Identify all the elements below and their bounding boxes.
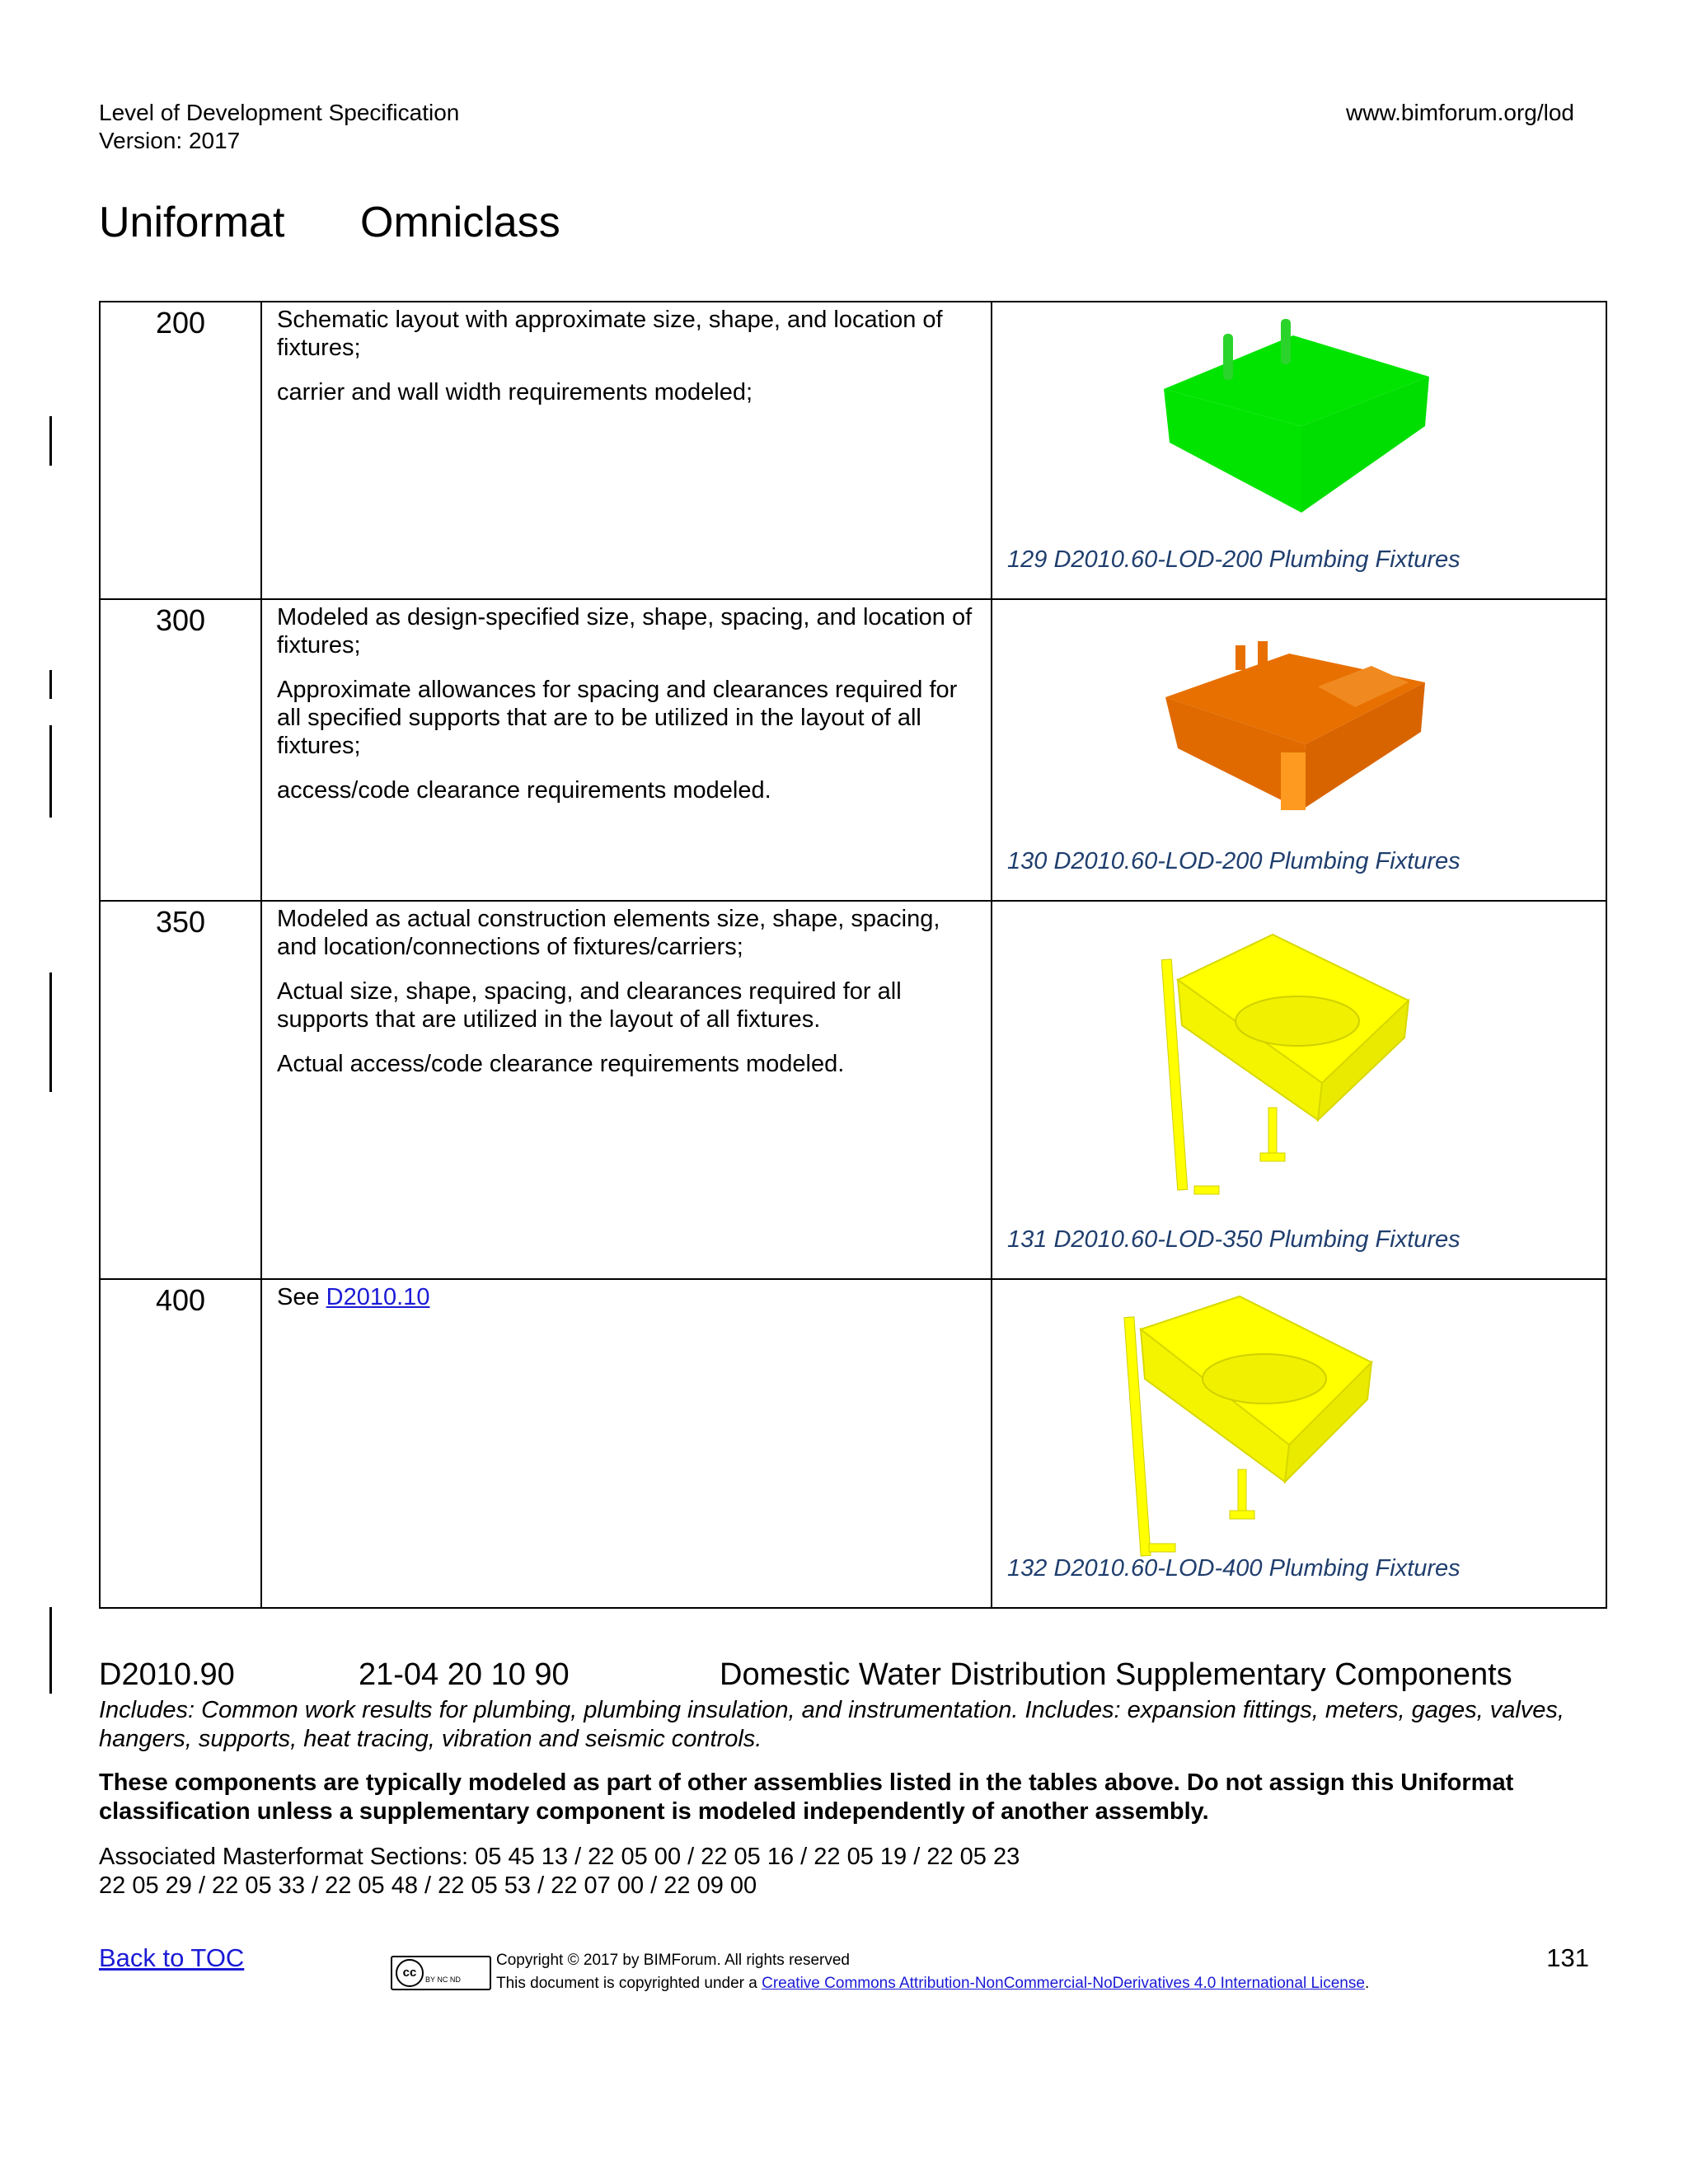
lod-level: 400 (100, 1279, 261, 1608)
lod-level: 300 (100, 599, 261, 901)
license-text: This document is copyrighted under a Creative Commons Attribution-NonCommercial-NoDerivatives 4.0 International License. (496, 1975, 1370, 1992)
section-code: D2010.90 (99, 1657, 235, 1692)
version: Version: 2017 (99, 128, 241, 153)
section-title: Domestic Water Distribution Supplementary Components (720, 1657, 1512, 1692)
change-bar (49, 725, 52, 818)
license-link[interactable]: Creative Commons Attribution-NonCommercial-NoDerivatives 4.0 International License (762, 1975, 1365, 1992)
d2010-10-link[interactable]: D2010.10 (326, 1284, 430, 1310)
section-note: These components are typically modeled as part of other assemblies listed in the tables above. Do not assign this Uniformat classification unless a supplementary component is modeled independently of another assembly. (99, 1769, 1514, 1825)
table-row (100, 901, 1606, 1279)
header-left (99, 99, 459, 155)
description-line: Approximate allowances for spacing and clearances required for all specified supports that are to be utilized in the layout of all fixtures; (277, 677, 958, 759)
description-line: Modeled as actual construction elements size, shape, spacing, and location/connections of fixtures/carriers; (277, 906, 940, 960)
masterformat-line-1: Associated Masterformat Sections: 05 45 13 / 22 05 00 / 22 05 16 / 22 05 19 / 22 05 23 (99, 1844, 1020, 1870)
figure-caption: 130 D2010.60-LOD-200 Plumbing Fixtures (1007, 848, 1461, 874)
back-to-toc-link[interactable]: Back to TOC (99, 1943, 245, 1972)
figure-caption: 132 D2010.60-LOD-400 Plumbing Fixtures (1007, 1555, 1461, 1582)
lod-table (99, 301, 1607, 1609)
page-number: 131 (1546, 1943, 1589, 1972)
description-line: Modeled as design-specified size, shape, spacing, and location of fixtures; (277, 604, 973, 658)
figure-caption: 129 D2010.60-LOD-200 Plumbing Fixtures (1007, 546, 1461, 573)
change-bar (49, 1607, 52, 1694)
change-bar (49, 972, 52, 1092)
table-row (100, 1279, 1606, 1608)
lod-level: 350 (100, 901, 261, 1279)
description-line: Actual access/code clearance requirements modeled. (277, 1051, 845, 1077)
spec-title: Level of Development Specification (99, 100, 460, 125)
uniformat-heading: Uniformat (99, 199, 285, 246)
description-line: access/code clearance requirements modeled. (277, 777, 771, 804)
lod-level: 200 (100, 302, 261, 599)
section-includes: Includes: Common work results for plumbing, plumbing insulation, and instrumentation. Includes: expansion fittings, meters, gages, valves, hangers, supports, heat tracing, vibration and seismic controls. (99, 1697, 1564, 1752)
fixture-model-image (992, 902, 1606, 1280)
description-line: Actual size, shape, spacing, and clearances required for all supports that are utilized in the layout of all fixtures. (277, 978, 902, 1033)
table-row (100, 599, 1606, 901)
header-url: www.bimforum.org/lod (1346, 100, 1574, 125)
copyright-text: Copyright © 2017 by BIMForum. All rights reserved (496, 1952, 851, 1969)
section-omniclass: 21-04 20 10 90 (359, 1657, 570, 1692)
figure-caption: 131 D2010.60-LOD-350 Plumbing Fixtures (1007, 1226, 1461, 1253)
change-bar (49, 670, 52, 699)
description-line: carrier and wall width requirements modeled; (277, 379, 753, 405)
masterformat-line-2: 22 05 29 / 22 05 33 / 22 05 48 / 22 05 53 / 22 07 00 / 22 09 00 (99, 1872, 757, 1899)
see-text: See (277, 1284, 326, 1310)
change-bar (49, 416, 52, 466)
table-row (100, 302, 1606, 599)
omniclass-heading: Omniclass (360, 199, 560, 246)
description-line: Schematic layout with approximate size, shape, and location of fixtures; (277, 307, 943, 361)
creative-commons-badge-icon: cc BY NC ND (391, 1956, 491, 1990)
